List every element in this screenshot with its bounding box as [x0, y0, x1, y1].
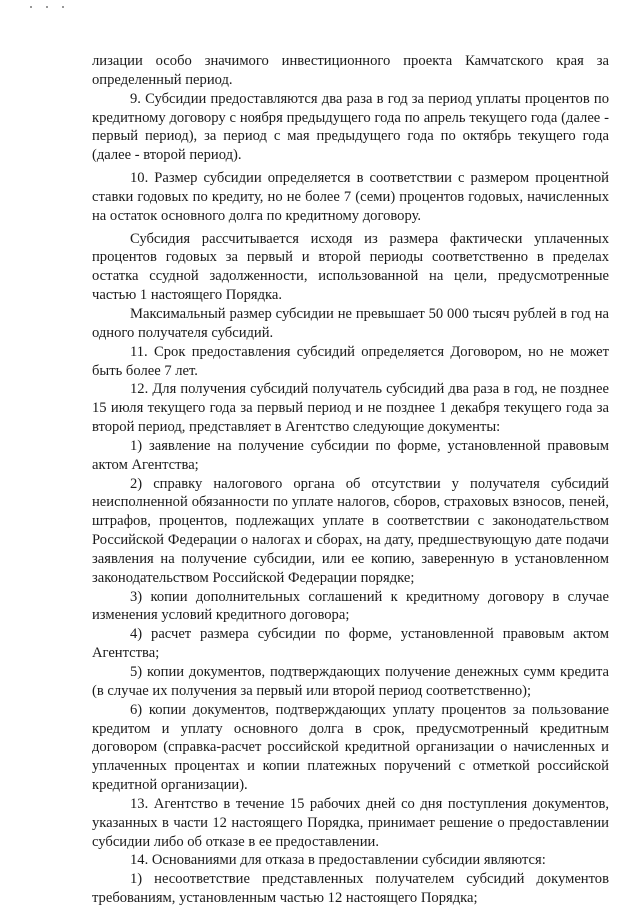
document-body	[92, 52, 609, 908]
list-item-5: 5) копии документов, подтверждающих получение денежных сумм кредита (в случае их получения за первый или второй период соответственно);	[92, 664, 609, 699]
list-item-3: 3) копии дополнительных соглашений к кредитному договору в случае изменения условий кредитного договора;	[92, 588, 609, 624]
paragraph-clause-9: 9. Субсидии предоставляются два раза в год за период уплаты процентов по кредитному договору с ноября предыдущего года по апрель текущего года (далее - первый период), за период с мая предыдущего года по октябрь текущего года (далее - второй период).	[92, 90, 609, 164]
list-item-2: 2) справку налогового органа об отсутствии у получателя субсидий неисполненной обязанности по уплате налогов, сборов, страховых взносов, пеней, штрафов, процентов, подлежащих уплате в соответствии с законодательством Российской Федерации о налогах и сборах, на дату, предшествующую дате подачи заявления на получение субсидии, или ее копию, заверенную в установленном законодательством Российской Федерации порядке;	[92, 475, 609, 586]
paragraph-clause-13: 13. Агентство в течение 15 рабочих дней со дня поступления документов, указанных в части 12 настоящего Порядка, принимает решение о предоставлении субсидии либо об отказе в ее предоставлении.	[92, 795, 609, 850]
list-item-1: 1) заявление на получение субсидии по форме, установленной правовым актом Агентства;	[92, 437, 609, 473]
list-item-4: 4) расчет размера субсидии по форме, установленной правовым актом Агентства;	[92, 626, 609, 662]
paragraph-clause-10: 10. Размер субсидии определяется в соответствии с размером процентной ставки годовых по кредиту, но не более 7 (семи) процентов годовых, начисленных на остаток основного долга по кредитному договору.	[92, 170, 609, 224]
scan-specks	[30, 6, 70, 14]
paragraph-clause-11: 11. Срок предоставления субсидий определяется Договором, но не может быть более 7 лет.	[92, 343, 609, 379]
list-item-refusal-1: 1) несоответствие представленных получателем субсидий документов требованиям, установленным частью 12 настоящего Порядка;	[92, 871, 609, 907]
paragraph-clause-12: 12. Для получения субсидий получатель субсидий два раза в год, не позднее 15 июля текущего года за первый период и не позднее 1 декабря текущего года за второй период, представляет в Агентство следующие документы:	[92, 381, 609, 436]
list-item-6: 6) копии документов, подтверждающих уплату процентов за пользование кредитом и уплату основного долга в срок, предусмотренный кредитным договором (справка-расчет российской кредитной организации о начисленных и уплаченных процентах и копии платежных поручений с отметкой российской кредитной организации).	[92, 701, 609, 794]
paragraph-max-subsidy: Максимальный размер субсидии не превышает 50 000 тысяч рублей в год на одного получателя субсидий.	[92, 305, 609, 341]
paragraph-subsidy-calculation: Субсидия рассчитывается исходя из размера фактически уплаченных процентов годовых за первый и второй периоды соответственно в пределах остатка ссудной задолженности, использованной на цели, предусмотренные частью 1 настоящего Порядка.	[92, 230, 609, 304]
paragraph-continuation: лизации особо значимого инвестиционного проекта Камчатского края за определенный период.	[92, 53, 609, 88]
paragraph-clause-14: 14. Основаниями для отказа в предоставлении субсидии являются:	[130, 852, 546, 869]
